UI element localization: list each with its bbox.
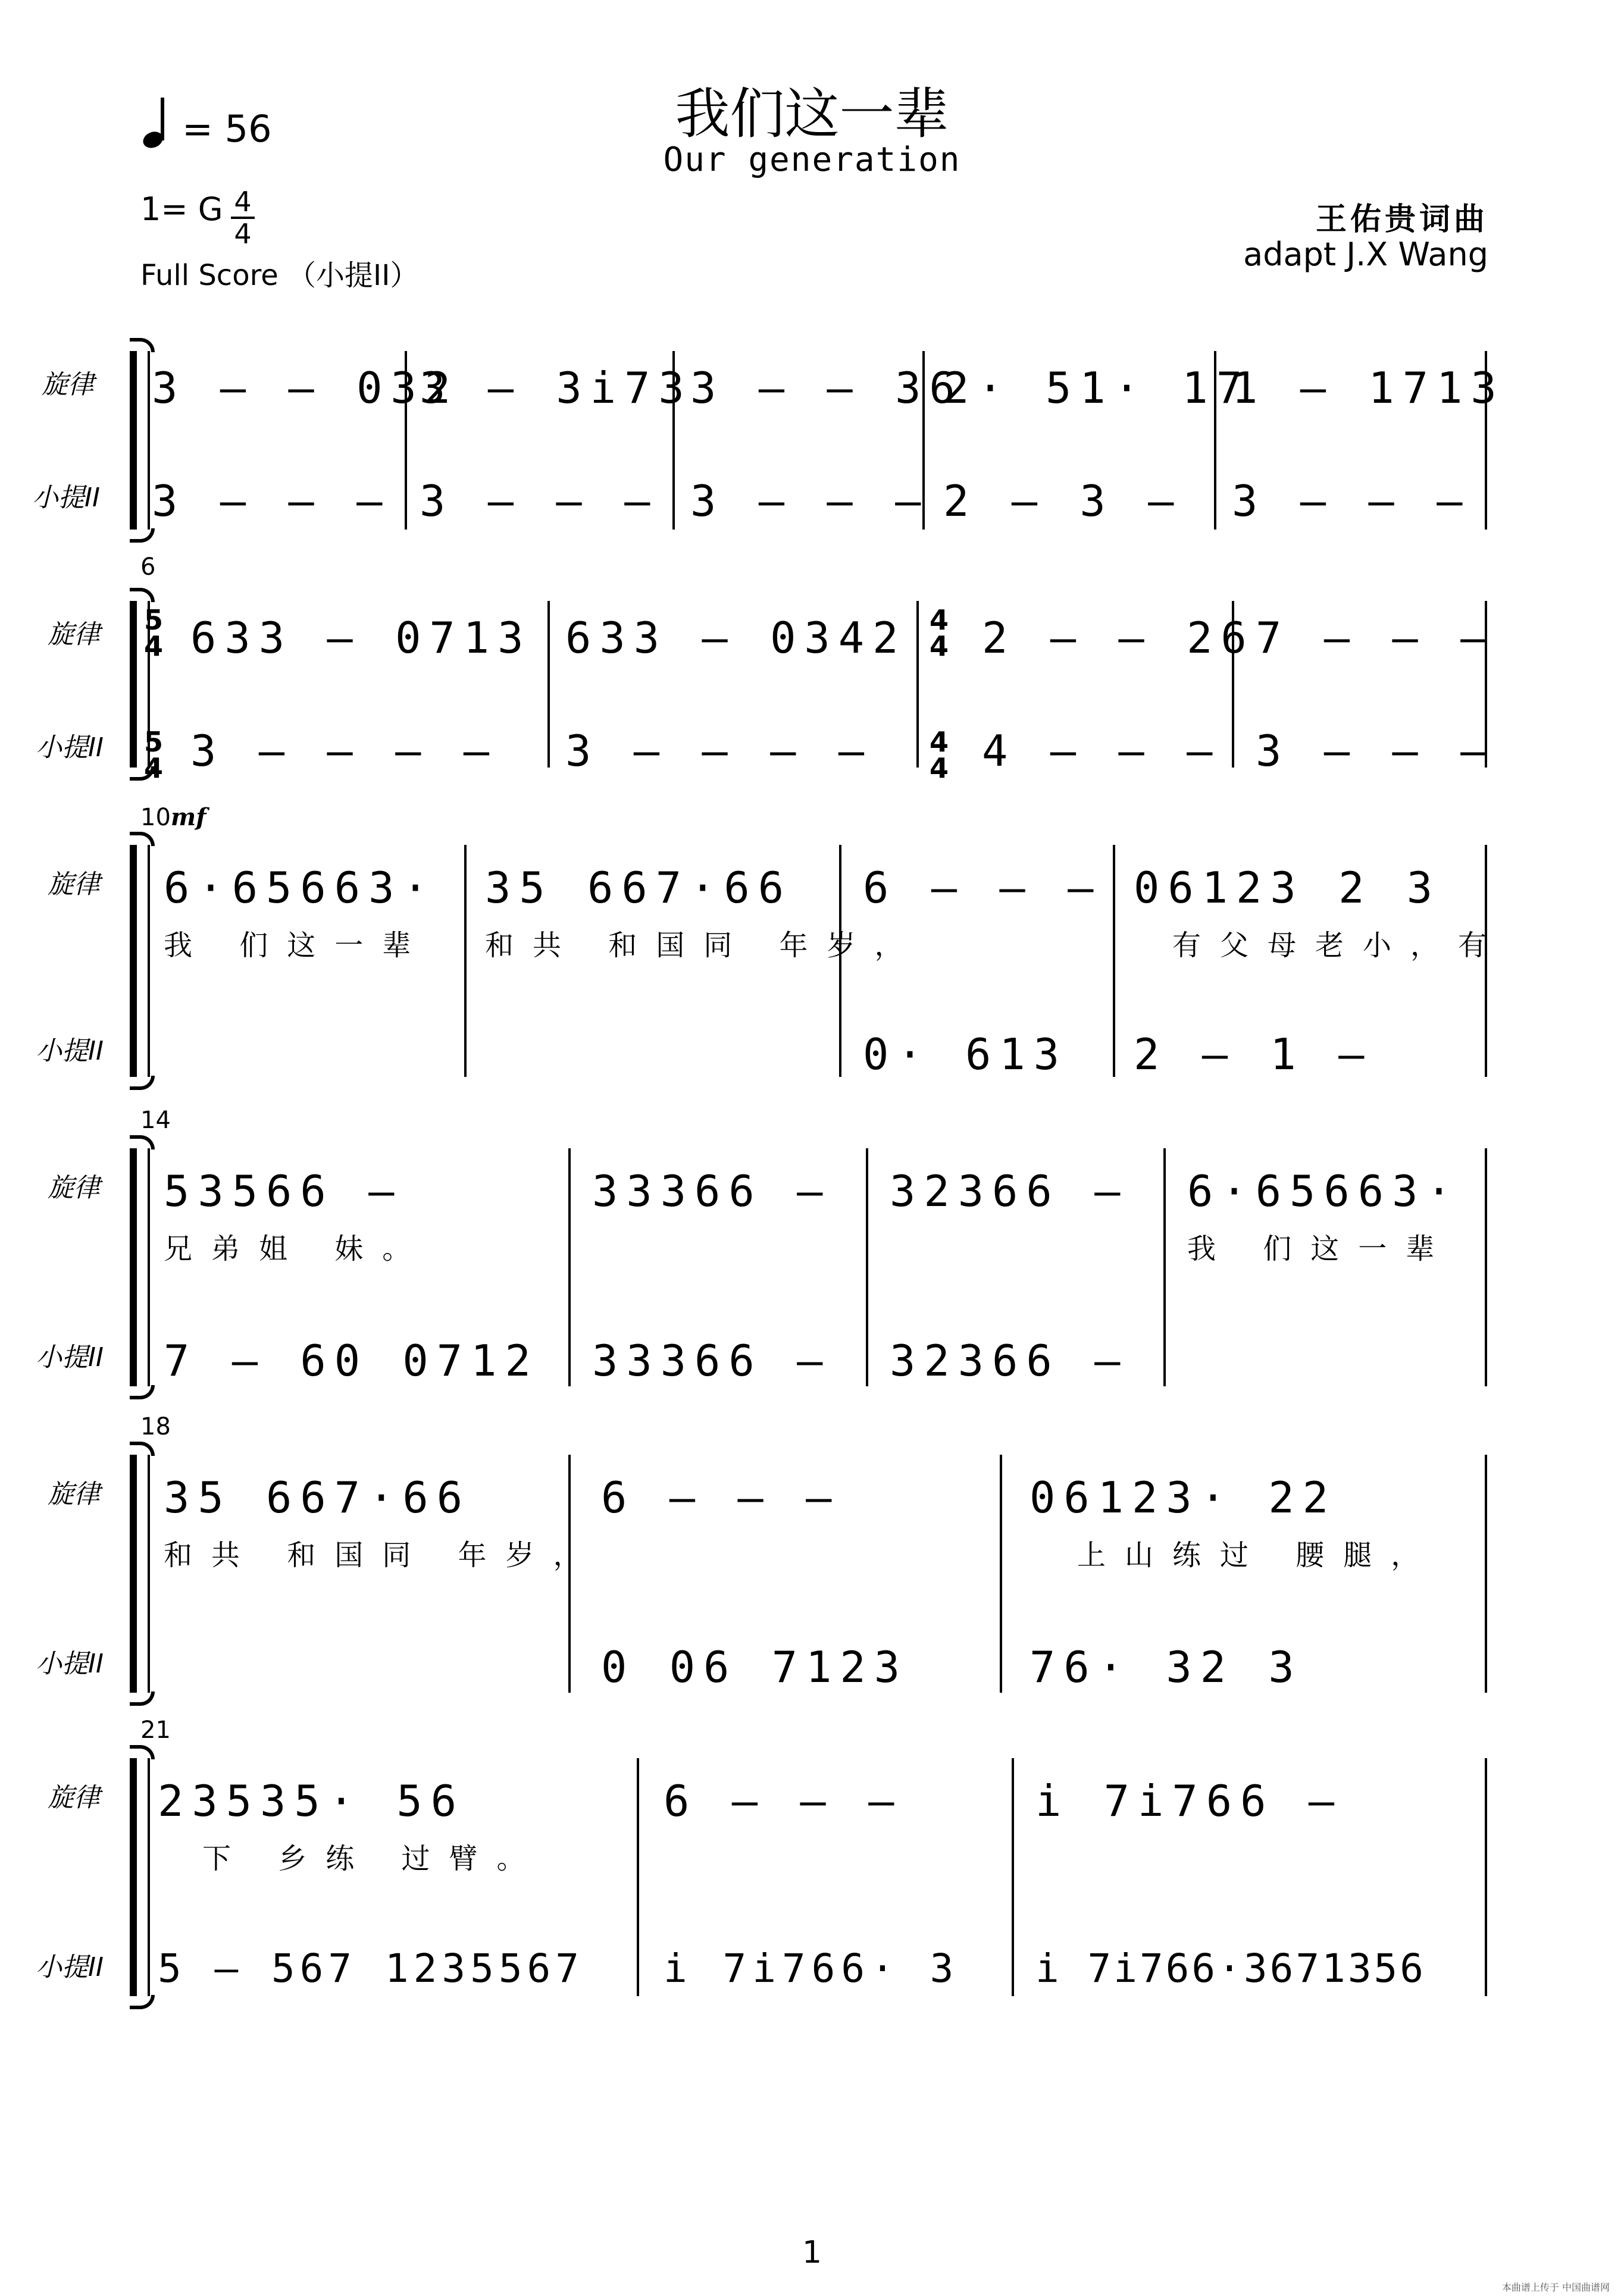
melody-measure: i 7i766 –: [1035, 1776, 1343, 1826]
violin-label: 小提II: [36, 1342, 104, 1373]
melody-measure: 1 – 1713: [1232, 363, 1505, 413]
time-signature: 5 4: [143, 726, 163, 784]
melody-label: 旋律: [48, 619, 100, 650]
melody-measure: 6 – – –: [863, 863, 1102, 913]
system-1: [0, 333, 1624, 547]
violin-measure: 0 06 7123: [601, 1642, 909, 1692]
melody-measure: 35 667·66: [485, 863, 793, 913]
melody-label: 旋律: [48, 1173, 100, 1203]
measure-number: 14: [140, 1107, 171, 1134]
melody-measure: 53566 –: [164, 1166, 403, 1216]
melody-measure: 6·65663·: [164, 863, 437, 913]
time-signature-bottom: 4: [234, 218, 252, 250]
full-score-label: Full Score （小提II）: [140, 259, 419, 292]
melody-measure: 2· 51· 17: [943, 363, 1251, 413]
melody-measure: 32366 –: [890, 1166, 1129, 1216]
measure-number: 10mf: [140, 803, 206, 831]
melody-measure: 6·65663·: [1187, 1166, 1460, 1216]
violin-measure: 2 – 1 –: [1134, 1029, 1373, 1079]
measure-number: 6: [140, 553, 156, 581]
melody-measure: 35 667·66: [164, 1473, 471, 1523]
dynamic-marking: mf: [170, 803, 206, 831]
adapter-credit: adapt J.X Wang: [1243, 236, 1488, 273]
lyric-line: 我 们这一辈: [164, 929, 430, 962]
violin-measure: 3 – – –: [1256, 726, 1495, 776]
violin-measure: 3 – – –: [152, 476, 391, 526]
lyric-line: 和共 和国同 年岁，: [164, 1539, 601, 1572]
violin-label: 小提II: [36, 1649, 104, 1679]
violin-measure: 32366 –: [890, 1336, 1129, 1386]
lyric-line: 我 们这一辈: [1187, 1232, 1454, 1266]
melody-measure: 3 – – 36: [690, 363, 963, 413]
score-title: 我们这一辈: [675, 82, 949, 146]
violin-measure: 3 – – –: [420, 476, 659, 526]
melody-measure: 2 – – 26: [982, 613, 1255, 663]
violin-label: 小提II: [36, 1952, 104, 1982]
system-6: [0, 1716, 1624, 2008]
system-4: [0, 1107, 1624, 1398]
melody-measure: 633 – 0713: [190, 613, 532, 663]
lyric-line: 兄弟姐 妹。: [164, 1232, 430, 1266]
system-5: [0, 1413, 1624, 1705]
violin-measure: 3 – – – –: [190, 726, 498, 776]
violin-measure: 33366 –: [592, 1336, 831, 1386]
measure-number: 21: [140, 1716, 171, 1744]
tempo-marking: [143, 100, 272, 151]
melody-measure: 6 – – –: [601, 1473, 840, 1523]
violin-measure: i 7i766· 3: [664, 1946, 960, 1991]
violin-measure: 2 – 3 –: [943, 476, 1182, 526]
lyric-line: 下 乡练 过臂。: [202, 1842, 545, 1875]
melody-label: 旋律: [42, 369, 94, 400]
melody-measure: 3 – 3i73: [420, 363, 693, 413]
score-subtitle: Our generation: [663, 140, 961, 179]
violin-measure: 4 – – –: [982, 726, 1221, 776]
violin-measure: 5 – 567 1235567: [158, 1946, 584, 1991]
page-number: 1: [802, 2235, 822, 2270]
time-signature: 4 4: [929, 604, 949, 662]
melody-label: 旋律: [48, 1783, 100, 1813]
melody-measure: 6 – – –: [664, 1776, 903, 1826]
violin-measure: 3 – – – –: [565, 726, 873, 776]
violin-measure: 0· 613: [863, 1029, 1068, 1079]
violin-label: 小提II: [36, 732, 104, 763]
melody-measure: 7 – – –: [1256, 613, 1495, 663]
lyric-line: 有父母老小，有: [1172, 929, 1506, 962]
system-3: [0, 803, 1624, 1095]
violin-measure: i 7i766·3671356: [1035, 1946, 1426, 1991]
melody-measure: 06123 2 3: [1134, 863, 1441, 913]
time-signature-top: 4: [234, 186, 252, 218]
time-signature: 4 4: [929, 726, 949, 784]
melody-label: 旋律: [48, 869, 100, 900]
violin-measure: 3 – – –: [690, 476, 930, 526]
violin-label: 小提II: [32, 483, 100, 513]
melody-measure: 633 – 0342: [565, 613, 907, 663]
time-signature: [231, 188, 255, 248]
tempo-value: = 56: [182, 107, 272, 151]
time-signature: 5 4: [143, 604, 163, 662]
melody-measure: 3 – – 032: [152, 363, 459, 413]
composer-credit: 王佑贵词曲: [1315, 201, 1488, 237]
lyric-line: 上山练过 腰腿，: [1077, 1539, 1439, 1572]
melody-measure: 33366 –: [592, 1166, 831, 1216]
lyric-line: 和共 和国同 年岁，: [485, 929, 922, 962]
violin-label: 小提II: [36, 1036, 104, 1066]
system-2: [0, 547, 1624, 784]
quarter-note-icon: [143, 100, 167, 148]
melody-label: 旋律: [48, 1479, 100, 1509]
violin-measure: 76· 32 3: [1030, 1642, 1303, 1692]
melody-measure: 06123· 22: [1030, 1473, 1337, 1523]
violin-measure: 3 – – –: [1232, 476, 1471, 526]
site-watermark: 本曲谱上传于 中国曲谱网: [1501, 2282, 1610, 2293]
measure-number: 18: [140, 1413, 171, 1440]
melody-measure: 23535· 56: [158, 1776, 465, 1826]
violin-measure: 7 – 60 0712: [164, 1336, 539, 1386]
key-signature: 1= G: [140, 190, 223, 228]
